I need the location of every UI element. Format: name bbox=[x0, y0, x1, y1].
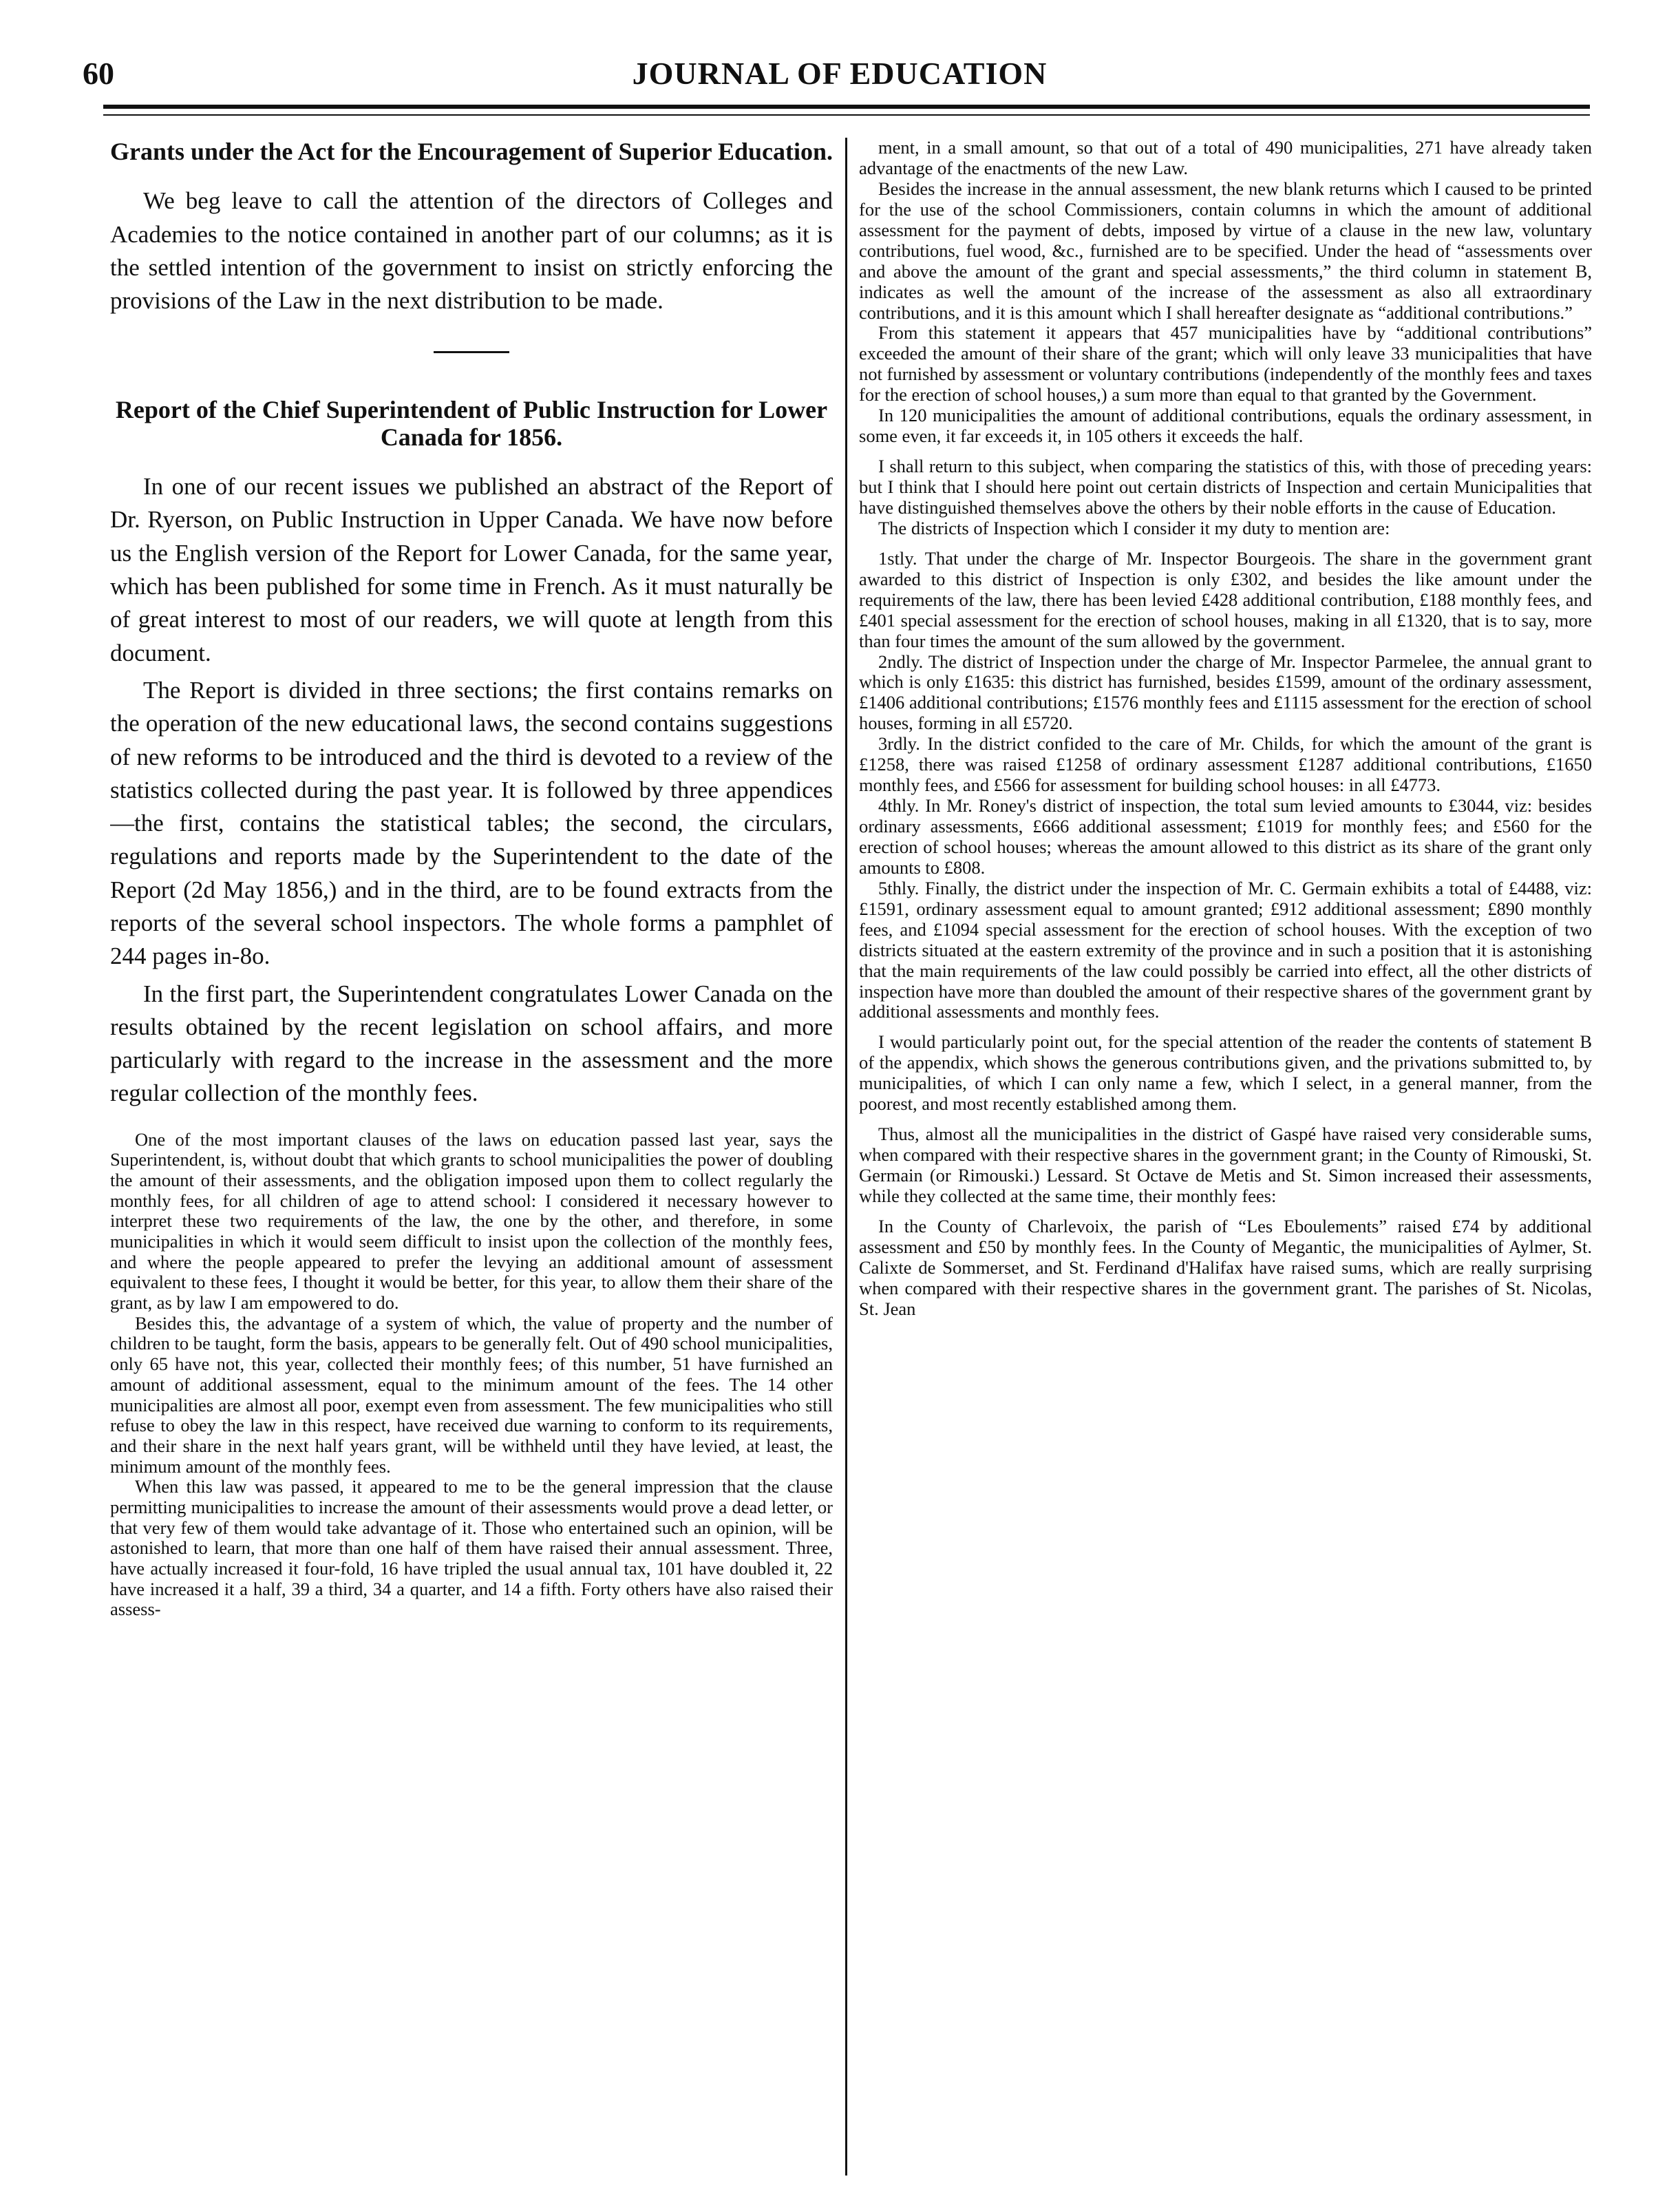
report-intro-paragraph: In one of our recent issues we published an abstract of the Report of Dr. Ryerson, on Public Instruction in Upper Canada. We have now before us the English version of the Report for Lower Canada, for the same year, which has been published for some time in French. As it must naturally be of great interest to most of our readers, we will quote at length from this document. bbox=[110, 473, 833, 666]
report-heading: Report of the Chief Superintendent of Public Instruction for Lower Canada for 1856. bbox=[115, 395, 828, 451]
header-rule-thick bbox=[103, 105, 1590, 109]
paragraph-gap bbox=[859, 447, 1592, 456]
quote-gap bbox=[110, 1115, 833, 1130]
page-header bbox=[83, 55, 1597, 103]
right-paragraph-5: I shall return to this subject, when comparing the statistics of this, with those of preceding years: but I think that I should here point out certain districts of Inspection and certain Municipalities that have distinguished themselves above the others by their noble efforts in the cause of Education. bbox=[859, 456, 1592, 518]
paragraph-gap bbox=[859, 1022, 1592, 1032]
district-3-paragraph: 3rdly. In the district confided to the care of Mr. Childs, for which the amount of the grant is £1258, there was raised £1258 of ordinary assessment £1287 additional contributions, £1650 monthly fees, and £566 for assessment for building school houses: in all £4773. bbox=[859, 733, 1592, 796]
report-sections-paragraph: The Report is divided in three sections; the first contains remarks on the operation of the new educational laws, the second contains suggestions of new reforms to be introduced and the third is devoted to a review of the statistics collected during the past year. It is followed by three appendices—the first, contains the statistical tables; the second, the circulars, regulations and reports made by the Superintendent to the date of the Report (2d May 1856,) and in the third, are to be found extracts from the reports of the several school inspectors. The whole forms a pamphlet of 244 pages in-8o. bbox=[110, 676, 833, 970]
district-5-paragraph: 5thly. Finally, the district under the inspection of Mr. C. Germain exhibits a total of £4488, viz: £1591, ordinary assessment equal to amount granted; £912 additional assessment; £890 monthly fees, and £1094 special assessment for the erection of school houses. With the exception of two districts situated at the eastern extremity of the province and in such a position that it is astonishing that the main requirements of the law could possibly be carried into effect, all the other districts of inspection have more than doubled the amount of their respective shares of the government grant by additional assessments and monthly fees. bbox=[859, 877, 1592, 1022]
grants-heading: Grants under the Act for the Encouragement of Superior Education. bbox=[110, 138, 833, 165]
report-congratulations-paragraph: In the first part, the Superintendent congratulates Lower Canada on the results obtained by the recent legislation on school affairs, and more particularly with regard to the increase in the assessment and the more regular collection of the monthly fees. bbox=[110, 980, 833, 1107]
paragraph-gap bbox=[859, 539, 1592, 549]
quote-impression-paragraph: When this law was passed, it appeared to me to be the general impression that the clause permitting municipalities to increase the amount of their assessments would prove a dead letter, or that very few of them would take advantage of it. Those who entertained such an opinion, will be astonished to learn, that more than one half of them have raised their annual assessment. Three, have actually increased it four-fold, 16 have tripled the usual annual tax, 101 have doubled it, 22 have increased it a half, 39 a third, 34 a quarter, and 14 a fifth. Forty others have also raised their assess- bbox=[110, 1476, 833, 1620]
gaspe-paragraph: Thus, almost all the municipalities in the district of Gaspé have raised very considerable sums, when compared with their respective shares in the government grant; in the County of Rimouski, St. Germain (or Rimouski.) Lessard. St Octave de Metis and St. Simon increased their assessments, while they collected at the same time, their monthly fees: bbox=[859, 1124, 1592, 1206]
district-1-paragraph: 1stly. That under the charge of Mr. Inspector Bourgeois. The share in the government grant awarded to this district of Inspection is only £302, and besides the like amount under the requirements of the law, there has been levied £428 additional contribution, £188 monthly fees, and £401 special assessment for the erection of school houses, making in all £1320, that is to say, more than four times the amount of the sum allowed by the government. bbox=[859, 547, 1592, 651]
right-column bbox=[859, 138, 1592, 2176]
page-number: 60 bbox=[83, 56, 114, 91]
statement-b-paragraph: I would particularly point out, for the special attention of the reader the contents of statement B of the appendix, which shows the generous contributions given, and the privations submitted to, by municipalities, of which I can only name a few, which I select, in a general manner, from the poorest, and most recently established among them. bbox=[859, 1031, 1592, 1115]
right-paragraph-1: ment, in a small amount, so that out of a total of 490 municipalities, 271 have already taken advantage of the enactments of the new Law. bbox=[859, 138, 1592, 178]
right-paragraph-2: Besides the increase in the annual assessment, the new blank returns which I caused to be printed for the use of the school Commissioners, contain columns in which the amount of additional assessment for the payment of debts, imposed by virtue of a clause in the new law, voluntary contributions, fuel wood, &c., furnished are to be specified. Under the head of “assessments over and above the amount of the grant and special assessments,” the third column in statement B, indicates as well the amount of the increase of the assessment as also all extraordinary contributions, and it is this amount which I shall hereafter designate as “additional contributions.” bbox=[859, 178, 1592, 323]
running-title: JOURNAL OF EDUCATION bbox=[632, 56, 1048, 91]
right-paragraph-6: The districts of Inspection which I consider it my duty to mention are: bbox=[878, 517, 1390, 538]
charlevoix-paragraph: In the County of Charlevoix, the parish of “Les Eboulements” raised £74 by additional assessment and £50 by monthly fees. In the County of Megantic, the municipalities of Aylmer, St. Calixte de Sommerset, and St. Ferdinand d'Halifax have raised sums, which are really surprising when compared with their respective shares in the government grant. The parishes of St. Nicolas, St. Jean bbox=[859, 1215, 1592, 1319]
paragraph-gap bbox=[859, 1207, 1592, 1216]
quote-system-paragraph: Besides this, the advantage of a system of which, the value of property and the number of children to be taught, form the basis, appears to be generally felt. Out of 490 school municipalities, only 65 have not, this year, collected their monthly fees; of this number, 51 have furnished an amount of additional assessment, equal to the minimum amount of the fees. The 14 other municipalities are almost all poor, exempt even from assessment. The few municipalities who still refuse to obey the law in this respect, have received due warning to conform to its requirements, and their share in the next half years grant, will be withheld until they have levied, at least, the minimum amount of the monthly fees. bbox=[110, 1312, 833, 1477]
header-rule-thin bbox=[103, 114, 1590, 116]
district-2-paragraph: 2ndly. The district of Inspection under the charge of Mr. Inspector Parmelee, the annual grant to which is only £1635: this district has furnished, besides £1599, amount of the ordinary assessment, £1406 additional contributions; £1576 monthly fees and £1115 assessment for the erection of school houses, forming in all £5720. bbox=[859, 651, 1592, 734]
right-paragraph-3: From this statement it appears that 457 municipalities have by “additional contributions” exceeded the amount of their share of the grant; which will only leave 33 municipalities that have not furnished by assessment or voluntary contributions (independently of the monthly fees and taxes for the erection of school houses,) a sum more than equal to that granted by the Government. bbox=[859, 322, 1592, 405]
left-column bbox=[110, 138, 833, 2176]
column-divider bbox=[845, 138, 847, 2176]
grants-paragraph: We beg leave to call the attention of the directors of Colleges and Academies to the notice contained in another part of our columns; as it is the settled intention of the government to insist on strictly enforcing the provisions of the Law in the next distribution to be made. bbox=[110, 187, 833, 315]
district-4-paragraph: 4thly. In Mr. Roney's district of inspection, the total sum levied amounts to £3044, viz: besides ordinary assessments, £666 additional assessment; £1019 for monthly fees; and £560 for the erection of school houses; whereas the amount allowed to this district as its share of the grant only amounts to £808. bbox=[859, 795, 1592, 878]
quote-laws-paragraph: One of the most important clauses of the laws on education passed last year, says the Superintendent, is, without doubt that which grants to school municipalities the power of doubling the amount of their assessments, and the obligation imposed upon them to collect regularly the monthly fees, for all children of age to attend school: I considered it necessary however to interpret these two requirements of the law, the one by the other, and therefore, in some municipalities in which it would seem difficult to insist upon the collection of the monthly fees, and where the people appeared to prefer the levying an additional amount of assessment equivalent to these fees, I thought it would be better, for this year, to allow them their share of the grant, as by law I am empowered to do. bbox=[110, 1128, 833, 1314]
right-paragraph-4: In 120 municipalities the amount of additional contributions, equals the ordinary assessment, in some even, it far exceeds it, in 105 others it exceeds the half. bbox=[859, 405, 1592, 447]
paragraph-gap bbox=[859, 1115, 1592, 1124]
section-separator bbox=[434, 351, 509, 353]
